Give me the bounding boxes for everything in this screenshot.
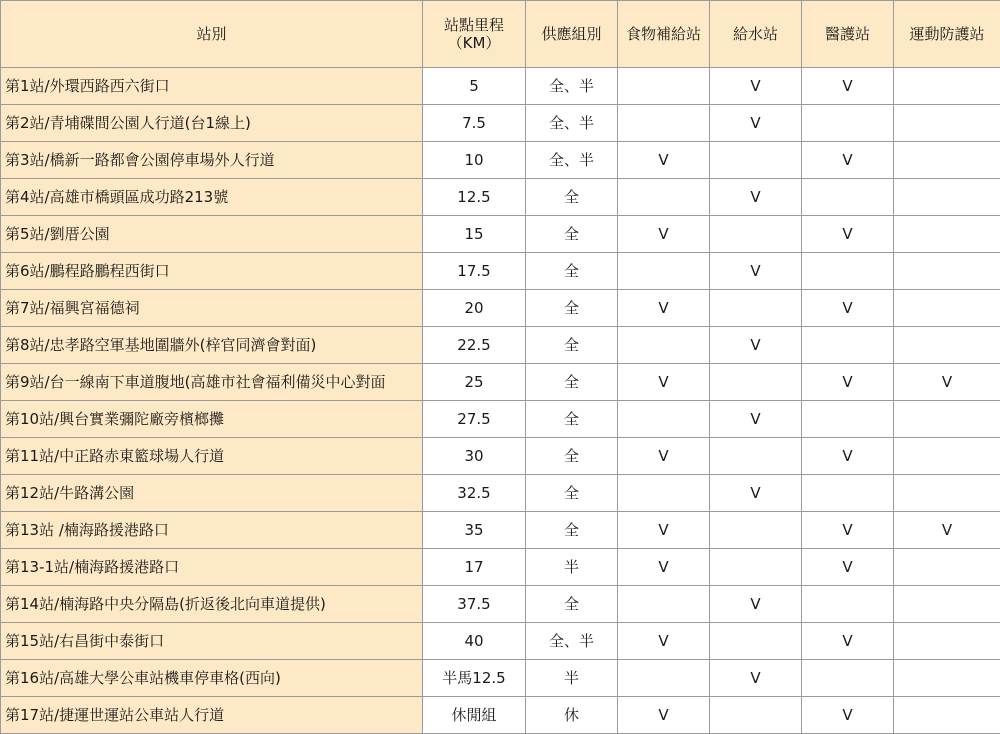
station-name-cell: 第9站/台一線南下車道腹地(高雄市社會福利備災中心對面: [1, 364, 423, 401]
group-cell: 全、半: [526, 142, 618, 179]
header-group: 供應組別: [526, 1, 618, 68]
food-cell: [618, 401, 710, 438]
distance-cell: 休閒組: [423, 697, 526, 734]
medical-cell: V: [802, 697, 894, 734]
station-name-cell: 第8站/忠孝路空軍基地圍牆外(梓官同濟會對面): [1, 327, 423, 364]
distance-cell: 20: [423, 290, 526, 327]
distance-cell: 25: [423, 364, 526, 401]
distance-cell: 15: [423, 216, 526, 253]
medical-cell: V: [802, 438, 894, 475]
medical-cell: V: [802, 512, 894, 549]
water-cell: V: [710, 401, 802, 438]
table-row: [1, 623, 1000, 660]
group-cell: 半: [526, 660, 618, 697]
food-cell: [618, 105, 710, 142]
table-row: [1, 105, 1000, 142]
table-row: [1, 586, 1000, 623]
medical-cell: [802, 401, 894, 438]
table-row: [1, 253, 1000, 290]
medical-cell: V: [802, 290, 894, 327]
food-cell: [618, 475, 710, 512]
header-sports-care: 運動防護站: [894, 1, 1000, 68]
water-cell: V: [710, 179, 802, 216]
medical-cell: V: [802, 68, 894, 105]
food-cell: [618, 586, 710, 623]
distance-cell: 32.5: [423, 475, 526, 512]
header-food: 食物補給站: [618, 1, 710, 68]
group-cell: 全: [526, 327, 618, 364]
water-cell: V: [710, 105, 802, 142]
food-cell: V: [618, 512, 710, 549]
header-medical: 醫護站: [802, 1, 894, 68]
table-row: [1, 697, 1000, 734]
water-cell: [710, 438, 802, 475]
group-cell: 全: [526, 401, 618, 438]
distance-cell: 17: [423, 549, 526, 586]
group-cell: 全: [526, 438, 618, 475]
group-cell: 全: [526, 179, 618, 216]
table-row: [1, 142, 1000, 179]
group-cell: 全: [526, 290, 618, 327]
group-cell: 全、半: [526, 623, 618, 660]
water-cell: V: [710, 586, 802, 623]
sports-care-cell: [894, 623, 1000, 660]
medical-cell: V: [802, 364, 894, 401]
sports-care-cell: [894, 290, 1000, 327]
sports-care-cell: [894, 401, 1000, 438]
sports-care-cell: [894, 697, 1000, 734]
station-name-cell: 第3站/橋新一路都會公園停車場外人行道: [1, 142, 423, 179]
medical-cell: [802, 586, 894, 623]
water-cell: [710, 549, 802, 586]
station-name-cell: 第14站/楠海路中央分隔島(折返後北向車道提供): [1, 586, 423, 623]
sports-care-cell: [894, 253, 1000, 290]
medical-cell: [802, 475, 894, 512]
food-cell: V: [618, 142, 710, 179]
food-cell: [618, 660, 710, 697]
station-name-cell: 第11站/中正路赤東籃球場人行道: [1, 438, 423, 475]
distance-cell: 22.5: [423, 327, 526, 364]
distance-cell: 37.5: [423, 586, 526, 623]
sports-care-cell: [894, 327, 1000, 364]
table-row: [1, 660, 1000, 697]
food-cell: V: [618, 216, 710, 253]
medical-cell: V: [802, 142, 894, 179]
group-cell: 全: [526, 216, 618, 253]
table-row: [1, 512, 1000, 549]
food-cell: V: [618, 697, 710, 734]
sports-care-cell: [894, 549, 1000, 586]
distance-cell: 10: [423, 142, 526, 179]
header-distance: 站點里程 （KM）: [423, 1, 526, 68]
water-cell: [710, 623, 802, 660]
food-cell: [618, 68, 710, 105]
sports-care-cell: V: [894, 512, 1000, 549]
table-row: [1, 438, 1000, 475]
sports-care-cell: [894, 142, 1000, 179]
station-name-cell: 第17站/捷運世運站公車站人行道: [1, 697, 423, 734]
medical-cell: [802, 327, 894, 364]
sports-care-cell: [894, 475, 1000, 512]
station-name-cell: 第7站/福興宮福德祠: [1, 290, 423, 327]
distance-cell: 17.5: [423, 253, 526, 290]
group-cell: 全: [526, 253, 618, 290]
station-name-cell: 第15站/右昌街中泰街口: [1, 623, 423, 660]
water-cell: [710, 290, 802, 327]
table-row: [1, 327, 1000, 364]
table-row: [1, 216, 1000, 253]
table-row: [1, 549, 1000, 586]
station-name-cell: 第5站/劉厝公園: [1, 216, 423, 253]
food-cell: [618, 253, 710, 290]
medical-cell: [802, 105, 894, 142]
group-cell: 全: [526, 512, 618, 549]
station-name-cell: 第13-1站/楠海路援港路口: [1, 549, 423, 586]
water-cell: V: [710, 660, 802, 697]
distance-cell: 40: [423, 623, 526, 660]
food-cell: V: [618, 549, 710, 586]
water-cell: V: [710, 253, 802, 290]
medical-cell: V: [802, 549, 894, 586]
medical-cell: V: [802, 216, 894, 253]
header-station: 站別: [1, 1, 423, 68]
table-row: [1, 401, 1000, 438]
station-name-cell: 第6站/鵬程路鵬程西街口: [1, 253, 423, 290]
sports-care-cell: [894, 216, 1000, 253]
group-cell: 全: [526, 364, 618, 401]
water-cell: [710, 142, 802, 179]
table-row: [1, 364, 1000, 401]
distance-cell: 半馬12.5: [423, 660, 526, 697]
water-cell: V: [710, 475, 802, 512]
station-name-cell: 第12站/牛路溝公園: [1, 475, 423, 512]
water-cell: [710, 697, 802, 734]
water-cell: [710, 216, 802, 253]
group-cell: 休: [526, 697, 618, 734]
table-row: [1, 290, 1000, 327]
medical-cell: [802, 253, 894, 290]
sports-care-cell: [894, 105, 1000, 142]
group-cell: 全、半: [526, 105, 618, 142]
station-name-cell: 第4站/高雄市橋頭區成功路213號: [1, 179, 423, 216]
sports-care-cell: [894, 660, 1000, 697]
group-cell: 全: [526, 586, 618, 623]
station-name-cell: 第2站/青埔碟間公園人行道(台1線上): [1, 105, 423, 142]
distance-cell: 12.5: [423, 179, 526, 216]
distance-cell: 35: [423, 512, 526, 549]
water-cell: [710, 512, 802, 549]
sports-care-cell: V: [894, 364, 1000, 401]
distance-cell: 27.5: [423, 401, 526, 438]
water-cell: [710, 364, 802, 401]
medical-cell: V: [802, 623, 894, 660]
table-row: [1, 179, 1000, 216]
header-row: [1, 1, 1000, 68]
distance-cell: 7.5: [423, 105, 526, 142]
food-cell: V: [618, 290, 710, 327]
distance-cell: 30: [423, 438, 526, 475]
distance-cell: 5: [423, 68, 526, 105]
station-name-cell: 第1站/外環西路西六街口: [1, 68, 423, 105]
sports-care-cell: [894, 68, 1000, 105]
station-name-cell: 第13站 /楠海路援港路口: [1, 512, 423, 549]
food-cell: [618, 179, 710, 216]
sports-care-cell: [894, 438, 1000, 475]
food-cell: V: [618, 438, 710, 475]
food-cell: V: [618, 623, 710, 660]
sports-care-cell: [894, 179, 1000, 216]
medical-cell: [802, 179, 894, 216]
station-name-cell: 第16站/高雄大學公車站機車停車格(西向): [1, 660, 423, 697]
food-cell: [618, 327, 710, 364]
group-cell: 半: [526, 549, 618, 586]
station-name-cell: 第10站/興台實業彌陀廠旁檳榔攤: [1, 401, 423, 438]
header-water: 給水站: [710, 1, 802, 68]
medical-cell: [802, 660, 894, 697]
group-cell: 全、半: [526, 68, 618, 105]
table-row: [1, 68, 1000, 105]
group-cell: 全: [526, 475, 618, 512]
food-cell: V: [618, 364, 710, 401]
table-row: [1, 475, 1000, 512]
sports-care-cell: [894, 586, 1000, 623]
water-cell: V: [710, 68, 802, 105]
water-cell: V: [710, 327, 802, 364]
